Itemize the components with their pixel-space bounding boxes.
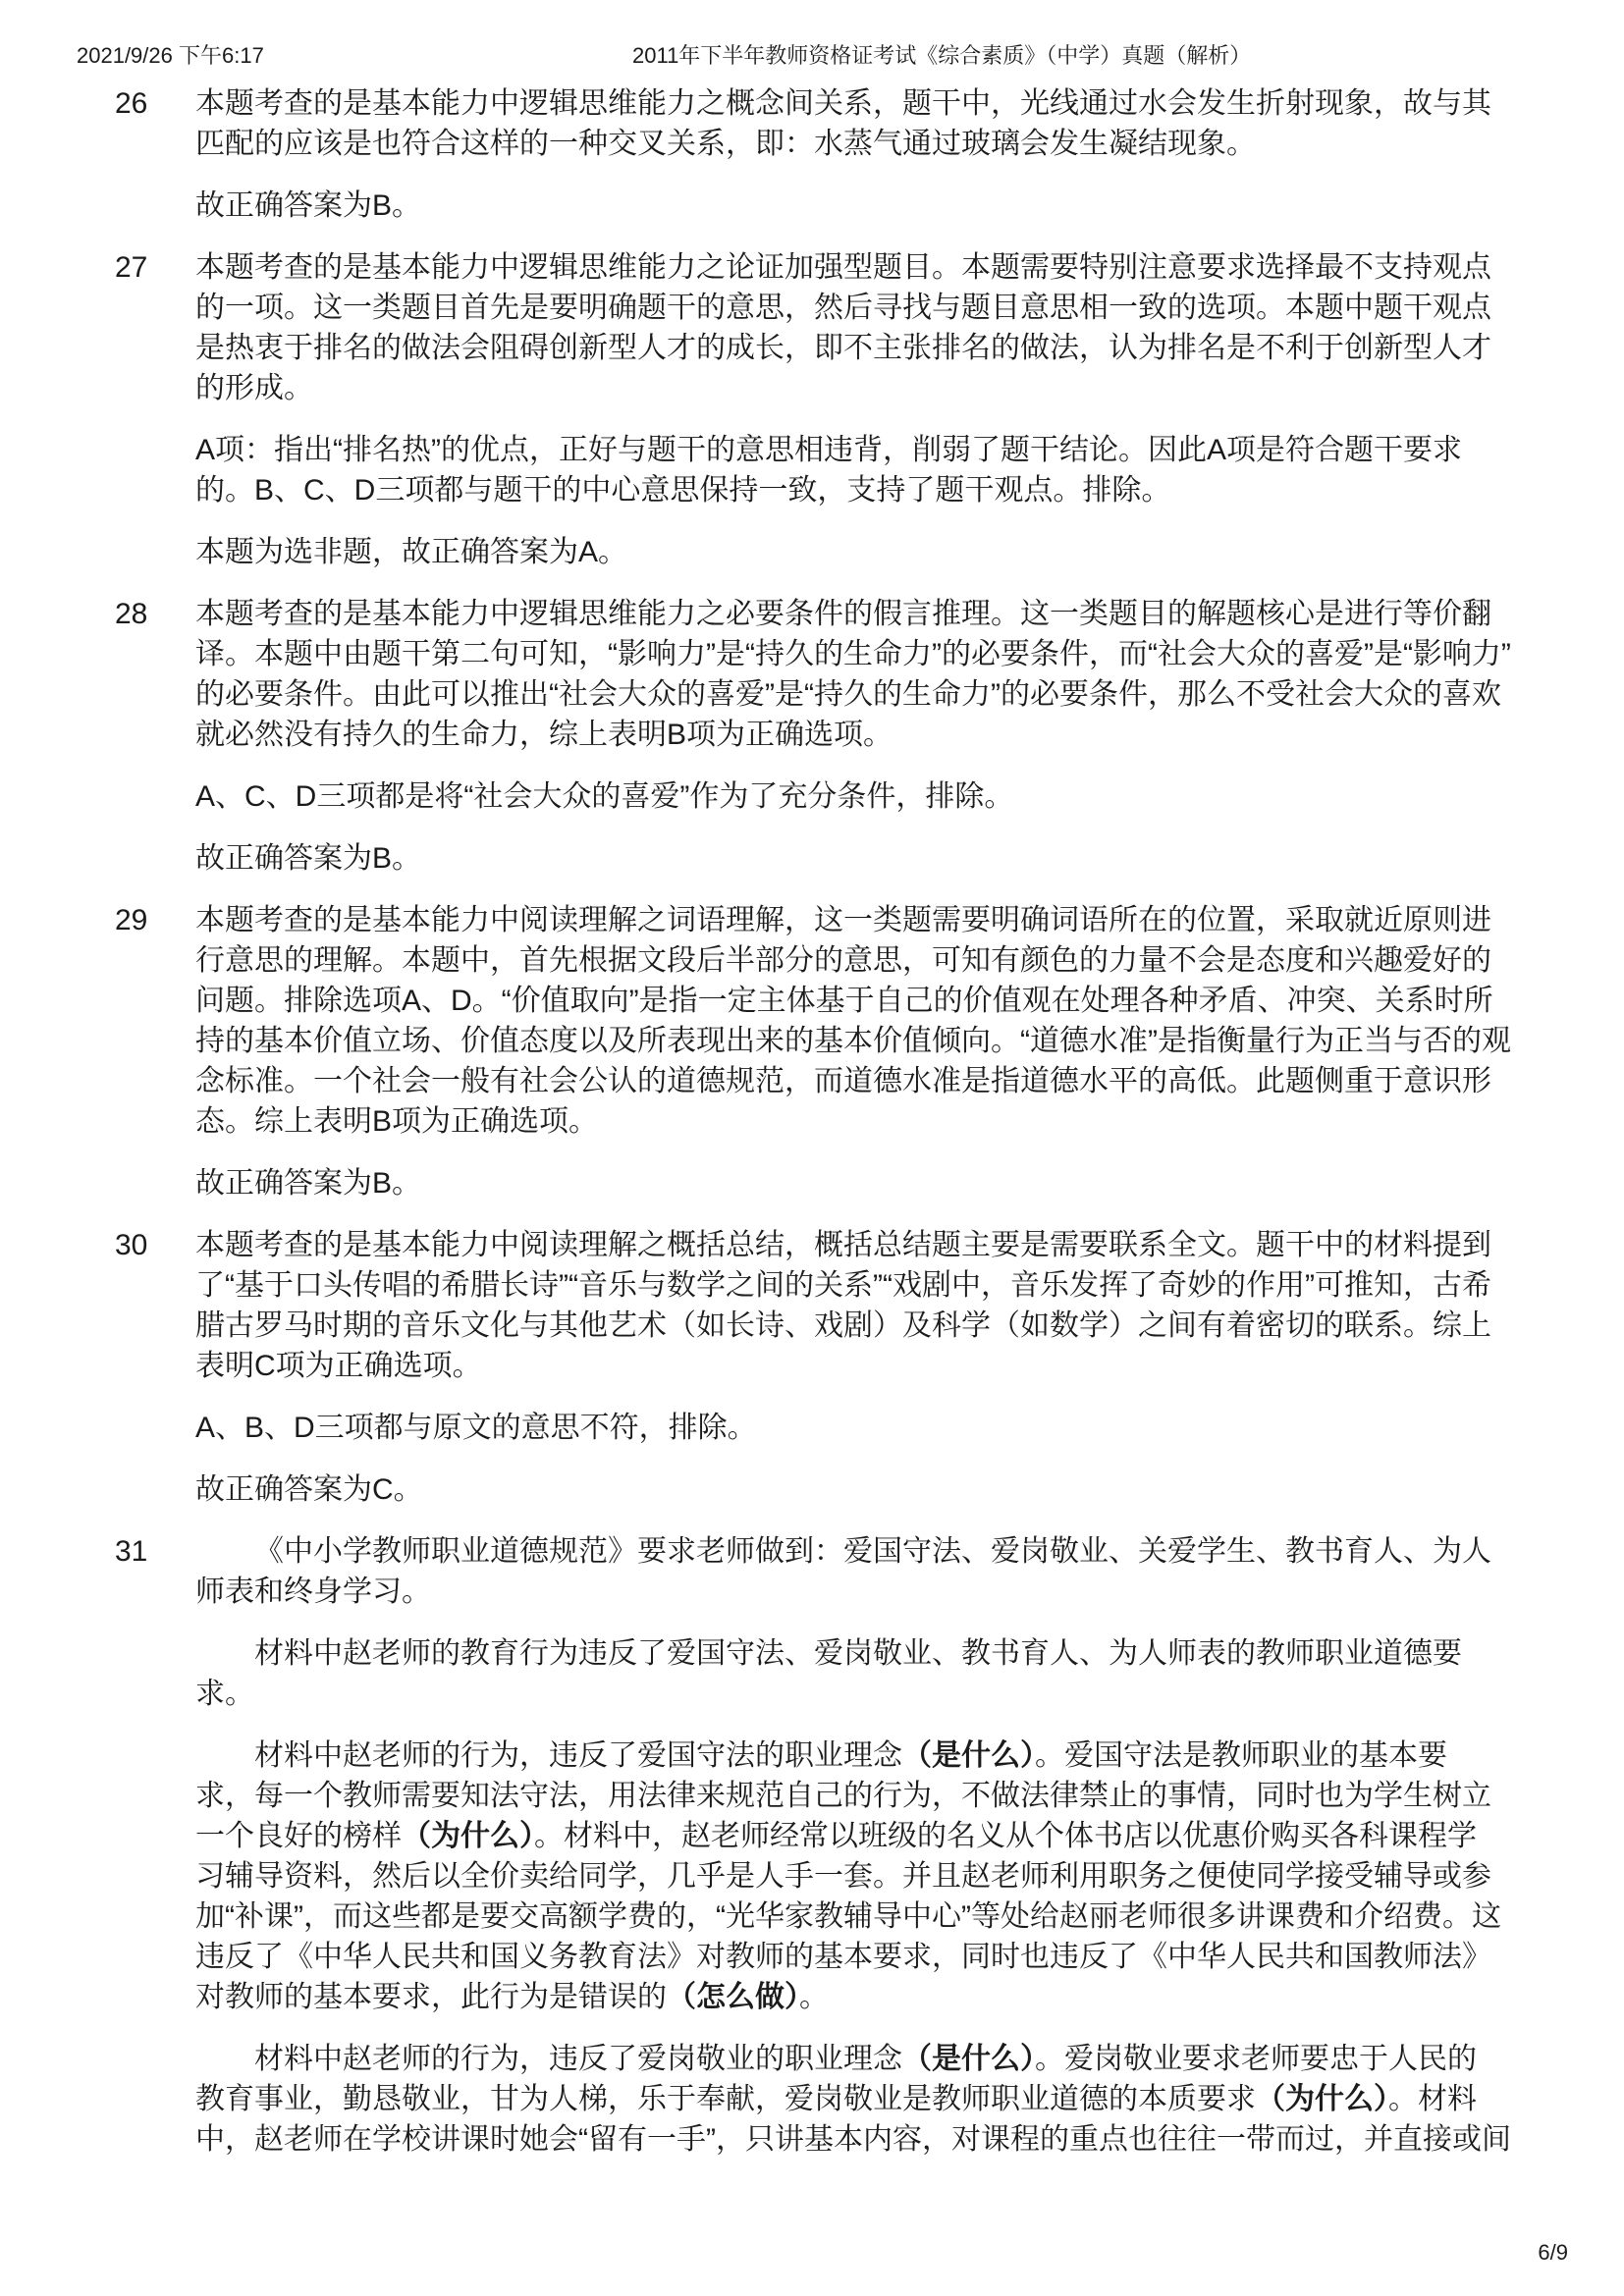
emphasis-text: （为什么） [1256,2083,1388,2115]
emphasis-text: （怎么做） [667,1981,799,2013]
text-segment: 。材料中，赵老师经常以班级的名义从个体书店以优惠价购买各科课程学 [534,1820,1477,1852]
item-number: 30 [115,1229,148,1261]
paragraph [195,1633,1624,1714]
paragraph [195,594,1624,755]
text-line: 本题为选非题，故正确答案为A。 [195,536,628,568]
text-line: 本题考查的是基本能力中逻辑思维能力之论证加强型题目。本题需要特别注意要求选择最不支持观点 [195,251,1491,284]
paragraph [195,838,1624,879]
text-line: 求，每一个教师需要知法守法，用法律来规范自己的行为，不做法律禁止的事情，同时也为学生树立 [195,1780,1491,1812]
text-segment: 材料中赵老师的行为，违反了爱岗敬业的职业理念 [254,2043,902,2075]
text-line: A项：指出“排名热”的优点，正好与题干的意思相违背，削弱了题干结论。因此A项是符合题干要求 [195,434,1462,466]
page-title: 2011年下半年教师资格证考试《综合素质》（中学）真题（解析） [632,43,1252,68]
text-line: 本题考查的是基本能力中阅读理解之概括总结，概括总结题主要是需要联系全文。题干中的材料提到 [195,1229,1491,1261]
emphasis-text: （是什么） [902,1739,1035,1772]
print-datetime: 2021/9/26 下午6:17 [77,43,264,68]
text-line: 的一项。这一类题目首先是要明确题干的意思，然后寻找与题目意思相一致的选项。本题中题干观点 [195,292,1491,324]
item-body [195,1531,1624,2160]
text-line: 的必要条件。由此可以推出“社会大众的喜爱”是“持久的生命力”的必要条件，那么不受社会大众的喜欢 [195,678,1501,711]
paragraph [195,1531,1624,1612]
answer-item [0,900,1624,1203]
item-number: 26 [115,87,148,120]
emphasis-text: （为什么） [402,1820,534,1852]
text-line: 本题考查的是基本能力中逻辑思维能力之必要条件的假言推理。这一类题目的解题核心是进行等价翻 [195,598,1491,630]
item-number: 31 [115,1535,148,1568]
text-line: 态。综上表明B项为正确选项。 [195,1105,599,1138]
text-line: A、C、D三项都是将“社会大众的喜爱”作为了充分条件，排除。 [195,780,1014,813]
paragraph [195,1735,1624,2017]
text-segment: 一个良好的榜样 [195,1820,402,1852]
text-line: 念标准。一个社会一般有社会公认的道德规范，而道德水准是指道德水平的高低。此题侧重于意识形 [195,1065,1491,1097]
paragraph [195,83,1624,164]
text-line: 的形成。 [195,372,313,404]
text-segment: 。爱国守法是教师职业的基本要 [1035,1739,1447,1772]
text-line: 师表和终身学习。 [195,1575,431,1608]
text-line: 故正确答案为B。 [195,1167,422,1200]
paragraph [195,776,1624,817]
text-segment: 对教师的基本要求，此行为是错误的 [195,1981,667,2013]
text-line: 是热衷于排名的做法会阻碍创新型人才的成长，即不主张排名的做法，认为排名是不利于创新型人才 [195,332,1491,364]
text-line: 故正确答案为B。 [195,842,422,875]
text-segment: 材料中赵老师的行为，违反了爱国守法的职业理念 [254,1739,902,1772]
text-line: 违反了《中华人民共和国义务教育法》对教师的基本要求，同时也违反了《中华人民共和国教师法》 [195,1941,1491,1973]
text-line: 《中小学教师职业道德规范》要求老师做到：爱国守法、爱岗敬业、关爱学生、教书育人、为人 [254,1535,1491,1568]
answer-item [0,594,1624,879]
text-line: 加“补课”，而这些都是要交高额学费的，“光华家教辅导中心”等处给赵丽老师很多讲课费和介绍费。这 [195,1900,1501,1933]
paragraph [195,532,1624,572]
text-line: 求。 [195,1678,254,1710]
text-line [195,2079,1624,2119]
text-line: 材料中赵老师的教育行为违反了爱国守法、爱岗敬业、教书育人、为人师表的教师职业道德要 [254,1637,1462,1670]
paragraph [195,247,1624,408]
text-line: 故正确答案为C。 [195,1473,423,1506]
text-line: 问题。排除选项A、D。“价值取向”是指一定主体基于自己的价值观在处理各种矛盾、冲突、关系时所 [195,985,1493,1017]
paragraph [195,430,1624,510]
text-segment: 教育事业，勤恳敬业，甘为人梯，乐于奉献，爱岗敬业是教师职业道德的本质要求 [195,2083,1256,2115]
text-line: 匹配的应该是也符合这样的一种交叉关系，即：水蒸气通过玻璃会发生凝结现象。 [195,128,1256,160]
text-line: 译。本题中由题干第二句可知，“影响力”是“持久的生命力”的必要条件，而“社会大众的喜爱”是“影响力” [195,638,1511,670]
answer-list [0,83,1624,2181]
answer-item [0,1225,1624,1510]
item-body [195,247,1624,572]
answer-item [0,1531,1624,2160]
text-line: 就必然没有持久的生命力，综上表明B项为正确选项。 [195,719,893,751]
text-line: 习辅导资料，然后以全价卖给同学，几乎是人手一套。并且赵老师利用职务之便使同学接受辅导或参 [195,1860,1491,1893]
text-line [195,1977,1624,2017]
text-line [195,2039,1624,2079]
text-line [195,1735,1624,1776]
item-number: 29 [115,904,148,936]
page-number: 6/9 [1538,2240,1568,2265]
item-body [195,1225,1624,1510]
answer-item [0,247,1624,572]
paragraph [195,1408,1624,1448]
text-line: 表明C项为正确选项。 [195,1350,482,1382]
paragraph [195,2039,1624,2160]
paragraph [195,1469,1624,1510]
emphasis-text: （是什么） [902,2043,1035,2075]
text-segment: 。 [799,1981,829,2013]
item-body [195,594,1624,879]
text-segment: 。爱岗敬业要求老师要忠于人民的 [1035,2043,1477,2075]
item-body [195,83,1624,226]
text-line: 的。B、C、D三项都与题干的中心意思保持一致，支持了题干观点。排除。 [195,474,1171,507]
paragraph [195,1163,1624,1203]
item-body [195,900,1624,1203]
text-line: 腊古罗马时期的音乐文化与其他艺术（如长诗、戏剧）及科学（如数学）之间有着密切的联系。综上 [195,1309,1491,1342]
text-line: 中，赵老师在学校讲课时她会“留有一手”，只讲基本内容，对课程的重点也往往一带而过，并直接或间 [195,2123,1511,2156]
text-line: 本题考查的是基本能力中阅读理解之词语理解，这一类题需要明确词语所在的位置，采取就近原则进 [195,904,1491,936]
item-number: 28 [115,598,148,630]
paragraph [195,1225,1624,1386]
paragraph [195,186,1624,226]
item-number: 27 [115,251,148,284]
text-line: 了“基于口头传唱的希腊长诗”“音乐与数学之间的关系”“戏剧中，音乐发挥了奇妙的作用”可推知，古希 [195,1269,1491,1302]
text-line: 本题考查的是基本能力中逻辑思维能力之概念间关系，题干中，光线通过水会发生折射现象，故与其 [195,87,1491,120]
text-line [195,1816,1624,1856]
answer-item [0,83,1624,226]
text-line: 行意思的理解。本题中，首先根据文段后半部分的意思，可知有颜色的力量不会是态度和兴趣爱好的 [195,944,1491,977]
text-line: A、B、D三项都与原文的意思不符，排除。 [195,1412,757,1444]
text-segment: 。材料 [1388,2083,1477,2115]
paragraph [195,900,1624,1142]
text-line: 持的基本价值立场、价值态度以及所表现出来的基本价值倾向。“道德水准”是指衡量行为正当与否的观 [195,1025,1511,1057]
text-line: 故正确答案为B。 [195,189,422,222]
